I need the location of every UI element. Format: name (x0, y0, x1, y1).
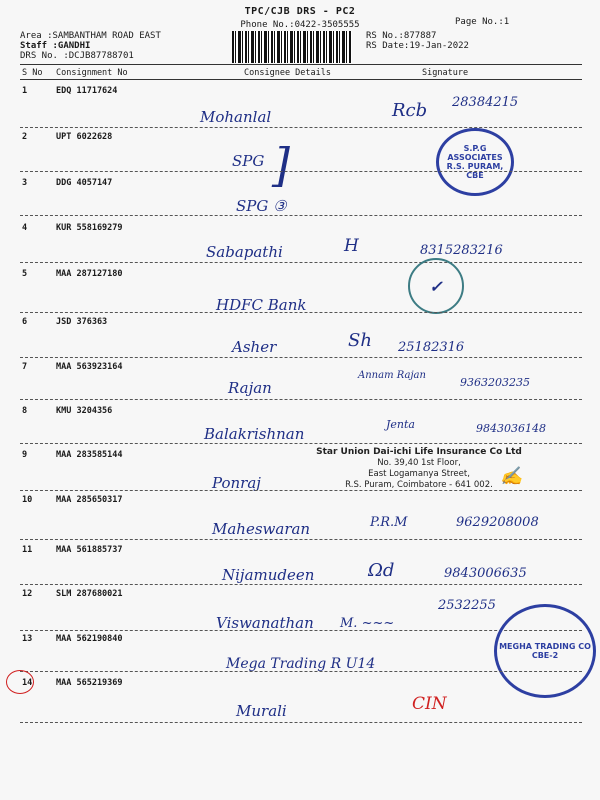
row-consignee-handwritten: Asher (232, 338, 277, 356)
drs-number: DRS No. :DCJB87788701 (20, 51, 134, 61)
row-consignment: SLM 287680021 (56, 589, 123, 599)
spg-associates-stamp (436, 128, 514, 196)
page-number: Page No.:1 (455, 17, 510, 27)
row-consignee-handwritten: SPG (232, 152, 265, 170)
cin-red-mark: CIN (412, 694, 447, 714)
row-sno: 11 (22, 545, 33, 555)
row-consignee-handwritten: HDFC Bank (216, 296, 307, 314)
round-seal (408, 258, 464, 314)
row-separator (20, 171, 582, 172)
row-separator (20, 399, 582, 400)
row-signature-number: 9843036148 (476, 422, 546, 435)
staff-label: Staff :GANDHI (20, 41, 91, 51)
row-consignment: MAA 285650317 (56, 495, 123, 505)
stamp-line: Star Union Dai-ichi Life Insurance Co Ltd (316, 447, 522, 457)
signature-scrawl: P.R.M (370, 515, 408, 530)
signature-scrawl: Jenta (386, 418, 415, 431)
row-separator (20, 722, 582, 723)
signature-scrawl: Sh (348, 330, 372, 351)
row-separator (20, 584, 582, 585)
sheet-title: TPC/CJB DRS - PC2 (244, 6, 356, 17)
row-consignment: MAA 287127180 (56, 269, 123, 279)
row-separator (20, 312, 582, 313)
row-signature-number: 28384215 (452, 95, 519, 110)
row-consignee-handwritten: Mega Trading R U14 (226, 656, 376, 672)
row-consignee-handwritten: Rajan (228, 379, 272, 397)
col-consignment: Consignment No (56, 68, 128, 78)
row-sno: 10 (22, 495, 33, 505)
stamp-line: R.S. Puram, Coimbatore - 641 002. (345, 480, 493, 490)
row-signature-number: 9629208008 (456, 515, 539, 530)
col-signature: Signature (422, 68, 469, 78)
row-sno: 6 (22, 317, 28, 327)
signature-scrawl: ✍ (500, 466, 523, 487)
row-sno: 14 (22, 678, 33, 688)
signature-scrawl: H (344, 236, 359, 256)
row-consignment: MAA 561885737 (56, 545, 123, 555)
row-consignee-handwritten: Maheswaran (212, 520, 311, 538)
row-sno: 8 (22, 406, 28, 416)
row-sno: 13 (22, 634, 33, 644)
row-separator (20, 490, 582, 491)
star-union-stamp (312, 447, 526, 491)
row-consignment: KMU 3204356 (56, 406, 113, 416)
bracket-mark: ] (272, 138, 290, 192)
area-label: Area :SAMBANTHAM ROAD EAST (20, 31, 161, 41)
stamp-line: East Logamanya Street, (368, 469, 470, 479)
row-consignment: MAA 563923164 (56, 362, 123, 372)
header-rule-top (20, 64, 582, 65)
row-consignee-handwritten: Balakrishnan (204, 425, 305, 443)
signature-scrawl: Annam Rajan (358, 370, 426, 381)
row-consignee-handwritten: SPG ③ (236, 197, 287, 215)
signature-scrawl: M. ~~~ (340, 616, 395, 631)
spg-stamp-text: S.P.G ASSOCIATES R.S. PURAM, CBE (446, 144, 504, 180)
seal-signature: ✓ (429, 276, 443, 296)
row-consignment: JSD 376363 (56, 317, 108, 327)
row-consignment: UPT 6022628 (56, 132, 113, 142)
row-consignment: EDQ 11717624 (56, 86, 118, 96)
row-consignment: MAA 283585144 (56, 450, 123, 460)
row-sno: 9 (22, 450, 28, 460)
row-sno: 5 (22, 269, 28, 279)
row-separator (20, 262, 582, 263)
row-separator (20, 215, 582, 216)
row-separator (20, 357, 582, 358)
row-signature-number: 9843006635 (444, 566, 527, 581)
row-separator (20, 539, 582, 540)
row-consignment: MAA 565219369 (56, 678, 123, 688)
row-consignee-handwritten: Mohanlal (200, 108, 272, 126)
signature-scrawl: Ωd (368, 560, 395, 581)
row-sno: 3 (22, 178, 28, 188)
stamp-line: No. 39,40 1st Floor, (377, 458, 461, 468)
row-consignment: MAA 562190840 (56, 634, 123, 644)
row-sno: 2 (22, 132, 28, 142)
row-consignee-handwritten: Murali (236, 702, 287, 720)
row-consignment: KUR 558169279 (56, 223, 123, 233)
barcode (232, 31, 352, 63)
row-separator (20, 671, 582, 672)
row-separator (20, 127, 582, 128)
col-consignee: Consignee Details (244, 68, 331, 78)
rs-date: RS Date:19-Jan-2022 (366, 41, 469, 51)
megha-trading-stamp (494, 604, 596, 698)
row-consignee-handwritten: Nijamudeen (222, 566, 315, 584)
col-sno: S No (22, 68, 43, 78)
row-separator (20, 443, 582, 444)
row-signature-number: 25182316 (398, 340, 465, 355)
row-signature-number: 9363203235 (460, 376, 530, 389)
row-sno: 12 (22, 589, 33, 599)
row-signature-number: 8315283216 (420, 243, 503, 258)
row-consignee-handwritten: Ponraj (212, 474, 261, 492)
phone-number: Phone No.:0422-3505555 (240, 20, 360, 30)
row-sno: 1 (22, 86, 28, 96)
rs-number: RS No.:877887 (366, 31, 437, 41)
row-signature-number: 2532255 (438, 598, 496, 613)
row-consignee-handwritten: Viswanathan (216, 614, 314, 632)
row-sno: 4 (22, 223, 28, 233)
row-consignment: DDG 4057147 (56, 178, 113, 188)
row-consignee-handwritten: Sabapathi (206, 243, 283, 261)
row-sno: 7 (22, 362, 28, 372)
signature-scrawl: Rcb (392, 100, 428, 121)
header-rule-bottom (20, 79, 582, 80)
megha-stamp-text: MEGHA TRADING CO CBE-2 (499, 642, 591, 660)
